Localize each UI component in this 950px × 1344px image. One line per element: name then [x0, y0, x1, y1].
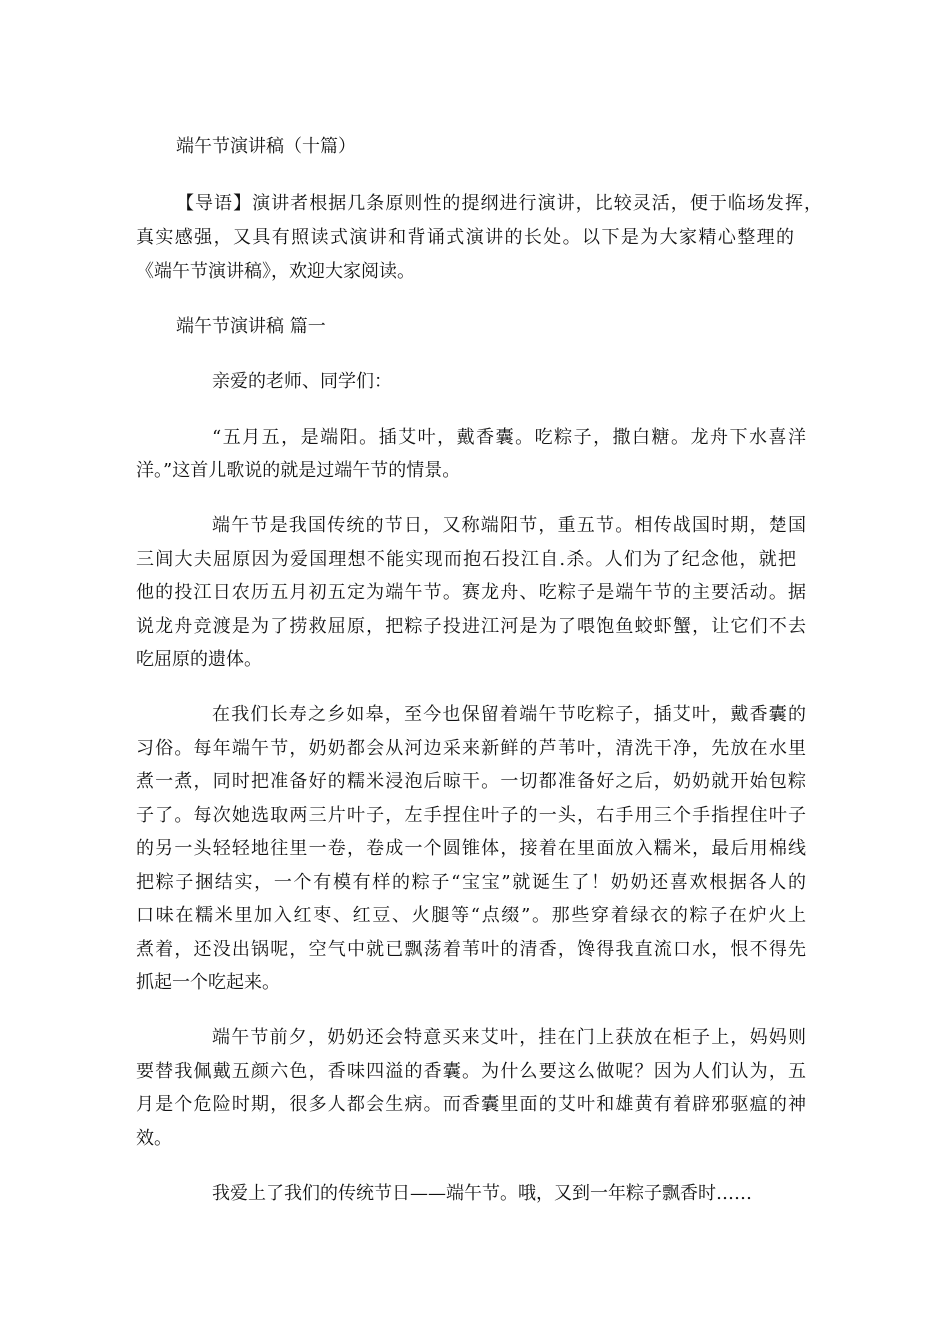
paragraph-line: 的另一头轻轻地往里一卷，卷成一个圆锥体，接着在里面放入糯米，最后用棉线	[136, 838, 806, 859]
paragraph-line: 煮一煮，同时把准备好的糯米浸泡后晾干。一切都准备好之后，奶奶就开始包粽	[136, 771, 806, 792]
section-title: 端午节演讲稿 篇一	[176, 316, 326, 337]
paragraph-line: 说龙舟竞渡是为了捞救屈原，把粽子投进江河是为了喂饱鱼蛟虾蟹，让它们不去	[136, 616, 806, 637]
paragraph-line: 煮着，还没出锅呢，空气中就已飘荡着苇叶的清香，馋得我直流口水，恨不得先	[136, 939, 806, 960]
paragraph-line: 吃屈原的遗体。	[136, 649, 262, 670]
document-title: 端午节演讲稿（十篇）	[176, 136, 356, 157]
intro-line: 真实感强，又具有照读式演讲和背诵式演讲的长处。以下是为大家精心整理的	[136, 227, 794, 248]
salutation: 亲爱的老师、同学们：	[212, 371, 392, 392]
paragraph-line: 抓起一个吃起来。	[136, 972, 280, 993]
paragraph-line: 子了。每次她选取两三片叶子，左手捏住叶子的一头，右手用三个手指捏住叶子	[136, 805, 806, 826]
paragraph-line: 端午节前夕，奶奶还会特意买来艾叶，挂在门上获放在柜子上，妈妈则	[212, 1027, 806, 1048]
paragraph-line: 在我们长寿之乡如皋，至今也保留着端午节吃粽子，插艾叶，戴香囊的	[212, 704, 806, 725]
intro-line: 【导语】演讲者根据几条原则性的提纲进行演讲，比较灵活，便于临场发挥，	[176, 193, 822, 214]
paragraph-line: 把粽子捆结实，一个有模有样的粽子“宝宝”就诞生了！奶奶还喜欢根据各人的	[136, 872, 806, 893]
paragraph-line: 习俗。每年端午节，奶奶都会从河边采来新鲜的芦苇叶，清洗干净，先放在水里	[136, 738, 806, 759]
paragraph-line: 他的投江日农历五月初五定为端午节。赛龙舟、吃粽子是端午节的主要活动。据	[136, 582, 806, 603]
intro-line: 《端午节演讲稿》，欢迎大家阅读。	[136, 261, 415, 282]
paragraph-line: “五月五，是端阳。插艾叶，戴香囊。吃粽子，撒白糖。龙舟下水喜洋	[212, 427, 806, 448]
paragraph-line: 效。	[136, 1128, 172, 1149]
paragraph-line: 我爱上了我们的传统节日——端午节。哦，又到一年粽子飘香时……	[212, 1183, 752, 1204]
paragraph-line: 口味在糯米里加入红枣、红豆、火腿等“点缀”。那些穿着绿衣的粽子在炉火上	[136, 905, 806, 926]
paragraph-line: 三闾大夫屈原因为爱国理想不能实现而抱石投江自.杀。人们为了纪念他，就把	[136, 549, 796, 570]
paragraph-line: 洋。”这首儿歌说的就是过端午节的情景。	[136, 460, 461, 481]
paragraph-line: 端午节是我国传统的节日，又称端阳节，重五节。相传战国时期，楚国	[212, 515, 806, 536]
paragraph-line: 要替我佩戴五颜六色，香味四溢的香囊。为什么要这么做呢？因为人们认为，五	[136, 1061, 806, 1082]
paragraph-line: 月是个危险时期，很多人都会生病。而香囊里面的艾叶和雄黄有着辟邪驱瘟的神	[136, 1094, 806, 1115]
